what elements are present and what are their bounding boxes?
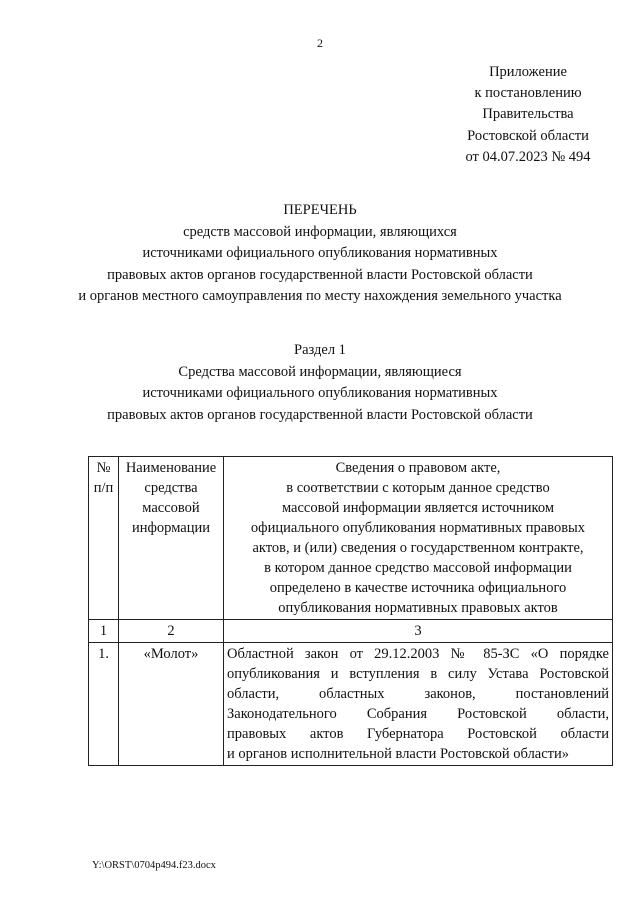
- header-text: Сведения о правовом акте,: [335, 460, 501, 476]
- info-line: Областной закон от 29.12.2003 № 85-ЗС «О порядке: [227, 646, 609, 662]
- appendix-line: Ростовской области: [467, 127, 589, 144]
- appendix-line: от 04.07.2023 № 494: [465, 148, 591, 165]
- appendix-line: Правительства: [482, 106, 574, 123]
- title-line: правовых актов органов государственной власти Ростовской области: [107, 266, 533, 283]
- header-text: информации: [132, 520, 210, 536]
- page-number: 2: [317, 36, 323, 50]
- column-number: 1: [89, 620, 119, 643]
- header-text: средства: [144, 480, 198, 496]
- row-number: 1.: [89, 643, 119, 766]
- info-line: области, областных законов, постановлений: [227, 686, 609, 702]
- header-text: в соответствии с которым данное средство: [286, 480, 550, 496]
- title-line: источниками официального опубликования нормативных: [142, 245, 498, 261]
- info-line: правовых актов Губернатора Ростовской области: [227, 726, 609, 742]
- header-text: определено в качестве источника официального: [269, 580, 567, 596]
- legal-act-info: [224, 643, 613, 766]
- header-text: актов, и (или) сведения о государственном контракте,: [252, 540, 584, 556]
- header-number-cell: [89, 457, 119, 620]
- section-line: правовых актов органов государственной власти Ростовской области: [107, 406, 533, 423]
- table-header-row: [89, 457, 613, 620]
- header-text: массовой информации является источником: [281, 500, 555, 516]
- header-text: в котором данное средство массовой информации: [264, 560, 572, 576]
- info-line: Законодательного Собрания Ростовской области,: [227, 706, 609, 722]
- column-number-row: [89, 620, 613, 643]
- appendix-line: к постановлению: [474, 85, 582, 102]
- header-text: №: [96, 460, 111, 476]
- appendix-line: Приложение: [489, 64, 567, 80]
- info-line: опубликования и вступления в силу Устава Ростовской: [227, 666, 609, 682]
- info-line: и органов исполнительной власти Ростовской области»: [227, 746, 570, 762]
- section-line: Средства массовой информации, являющиеся: [178, 363, 462, 380]
- header-text: опубликования нормативных правовых актов: [278, 600, 558, 616]
- header-name-cell: [119, 457, 224, 620]
- header-text: Наименование: [125, 460, 217, 476]
- table-row: [89, 643, 613, 766]
- column-number: 3: [224, 620, 613, 643]
- column-number: 2: [119, 620, 224, 643]
- file-path-footer: Y:\ORST\0704p494.f23.docx: [92, 860, 216, 871]
- appendix-block: [428, 62, 628, 168]
- media-name: «Молот»: [119, 643, 224, 766]
- header-info-cell: [224, 457, 613, 620]
- header-text: п/п: [93, 480, 114, 496]
- title-line: и органов местного самоуправления по месту нахождения земельного участка: [78, 288, 562, 304]
- section-line: источниками официального опубликования нормативных: [142, 385, 498, 401]
- header-text: массовой: [142, 500, 200, 516]
- media-table: [88, 456, 613, 766]
- header-text: официального опубликования нормативных правовых: [250, 520, 586, 536]
- document-title: [0, 200, 640, 308]
- section-heading: Раздел 1: [294, 342, 346, 358]
- title-line: средств массовой информации, являющихся: [183, 223, 457, 240]
- section-title: [0, 340, 640, 426]
- title-heading: ПЕРЕЧЕНЬ: [283, 202, 357, 218]
